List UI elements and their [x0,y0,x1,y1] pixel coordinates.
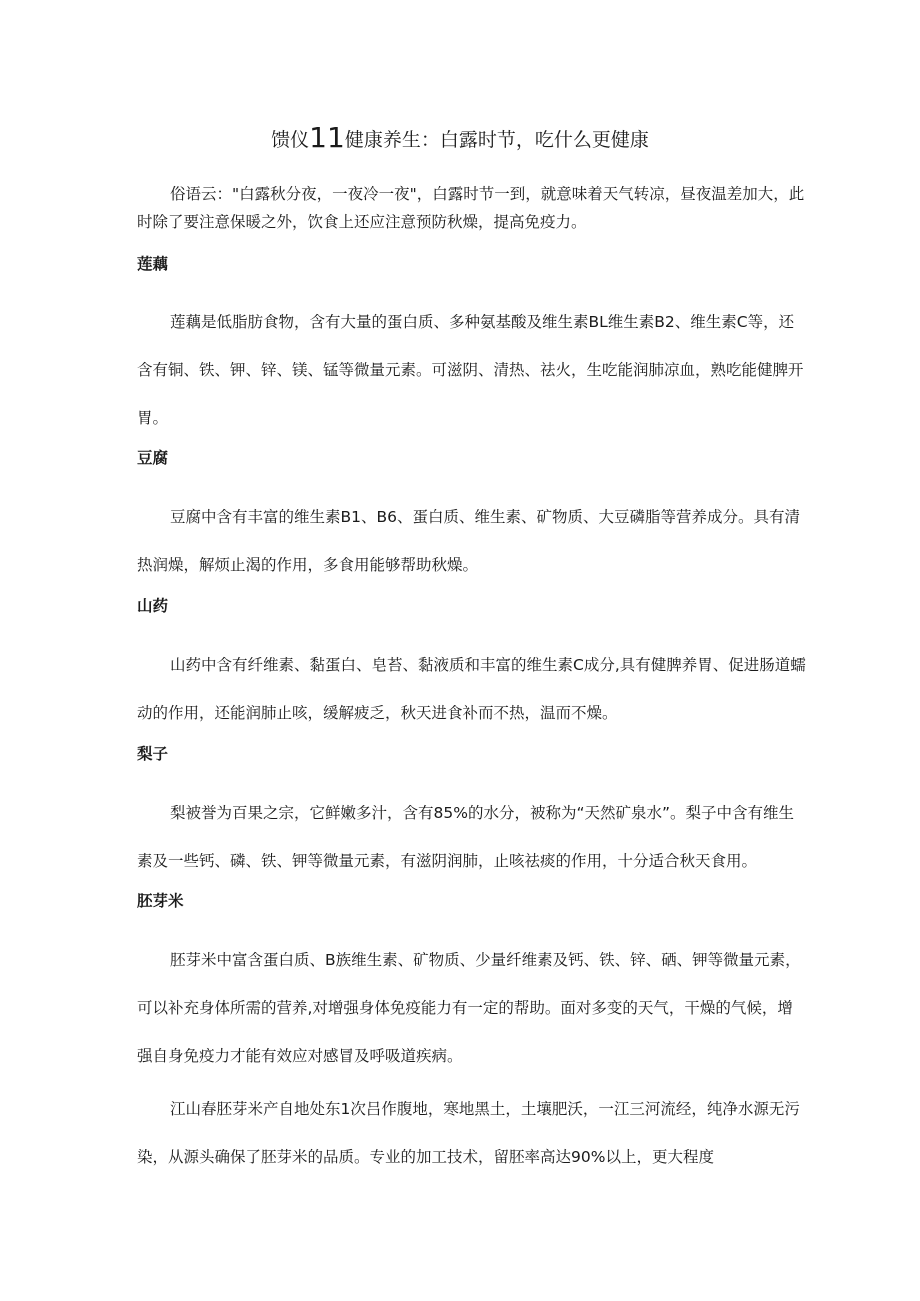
section-heading-yam: 山药 [137,597,169,615]
section-body-lotus-root: 莲藕是低脂肪食物，含有大量的蛋白质、多种氨基酸及维生素BL维生素B2、维生素C等，还含有铜、铁、钾、锌、镁、锰等微量元素。可滋阴、清热、祛火，生吃能润肺凉血，熟吃能健脾开胃。 [137,313,804,427]
section-heading-germ-rice: 胚芽米 [137,892,184,910]
section-body-yam: 山药中含有纤维素、黏蛋白、皂苔、黏液质和丰富的维生素C成分,具有健脾养胃、促进肠道蠕动的作用，还能润肺止咳，缓解疲乏，秋天进食补而不热，温而不燥。 [137,656,806,722]
title-suffix: 健康养生：白露时节，吃什么更健康 [344,129,649,151]
section-body-germ-rice: 胚芽米中富含蛋白质、B族维生素、矿物质、少量纤维素及钙、铁、锌、硒、钾等微量元素，可以补充身体所需的营养,对增强身体免疫能力有一定的帮助。面对多变的天气，干燥的气候，增强自身免疫力才能有效应对感冒及呼吸道疾病。 [137,951,801,1065]
title-number: 11 [309,121,345,154]
section-body-tofu: 豆腐中含有丰富的维生素B1、B6、蛋白质、维生素、矿物质、大豆磷脂等营养成分。具有清热润燥，解烦止渴的作用，多食用能够帮助秋燥。 [137,508,800,574]
section-heading-lotus-root: 莲藕 [137,255,169,273]
section-heading-pear: 梨子 [137,745,169,763]
intro-paragraph: 俗语云："白露秋分夜，一夜冷一夜"，白露时节一到，就意味着天气转凉，昼夜温差加大，此时除了要注意保暖之外，饮食上还应注意预防秋燥，提高免疫力。 [137,185,805,231]
document-title [0,122,920,156]
section-heading-tofu: 豆腐 [137,449,169,467]
closing-paragraph: 江山春胚芽米产自地处东1次吕作腹地，寒地黑土，土壤肥沃，一江三河流经，纯净水源无污染，从源头确保了胚芽米的品质。专业的加工技术，留胚率高达90%以上，更大程度 [137,1100,800,1166]
section-body-pear: 梨被誉为百果之宗，它鲜嫩多汁，含有85%的水分，被称为“天然矿泉水”。梨子中含有维生素及一些钙、磷、铁、钾等微量元素，有滋阴润肺，止咳祛痰的作用，十分适合秋天食用。 [137,804,795,870]
title-prefix: 馈仪 [271,129,310,151]
